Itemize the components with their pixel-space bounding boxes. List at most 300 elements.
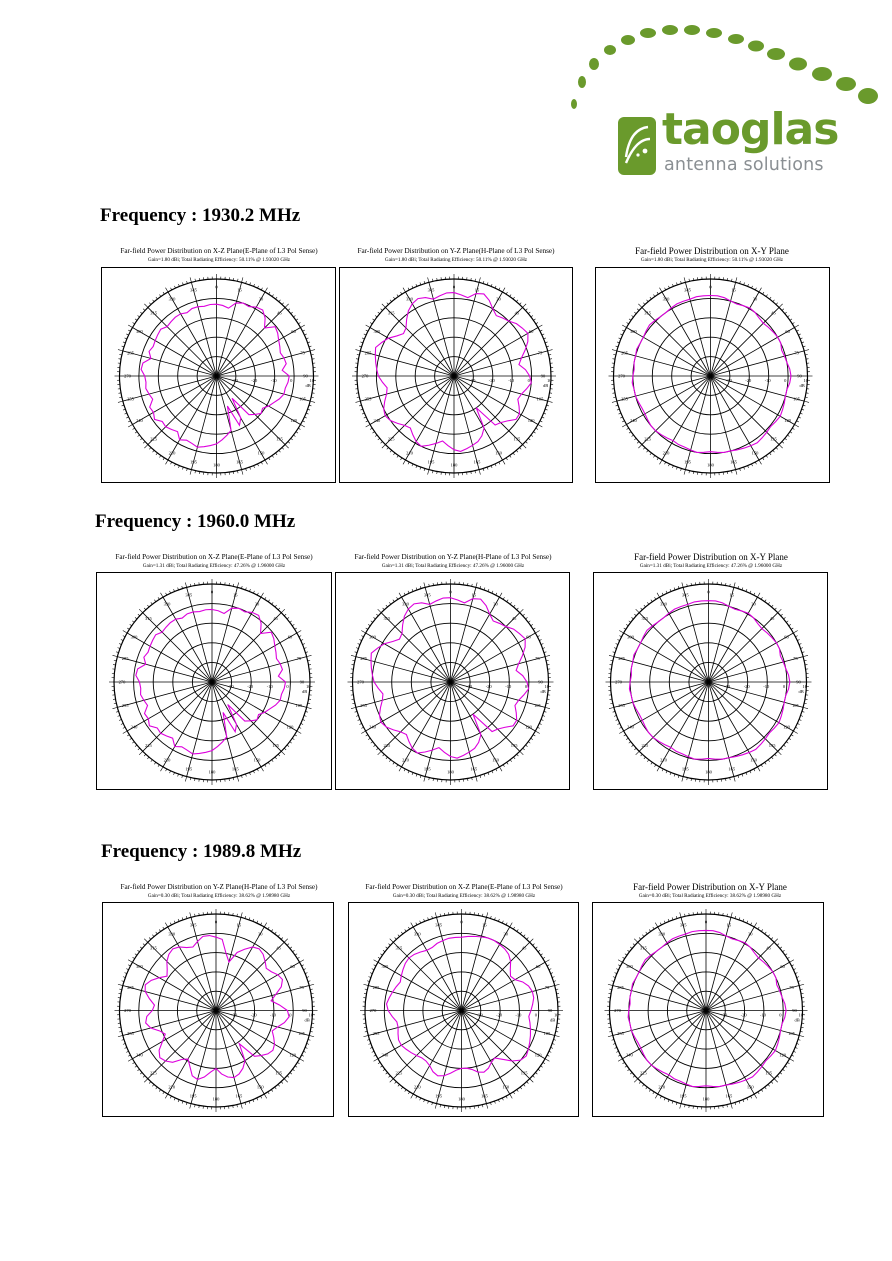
- angle-tick-label: 180: [208, 769, 216, 775]
- polar-tick: [634, 438, 636, 440]
- polar-spoke: [216, 1011, 300, 1059]
- polar-tick: [411, 1094, 414, 1098]
- radial-tick-label: 10: [308, 1012, 313, 1018]
- polar-spoke: [123, 351, 217, 376]
- polar-tick: [138, 435, 140, 437]
- polar-tick: [271, 1090, 272, 1092]
- polar-tick: [786, 742, 788, 744]
- polar-spoke: [683, 682, 708, 777]
- polar-tick: [634, 939, 638, 943]
- plot-subtitle: Gain=1.80 dBi; Total Radiating Efficiency: 50.11% @ 1.93020 GHz: [640, 257, 784, 263]
- polar-spoke: [368, 986, 461, 1011]
- angle-tick-label: 90: [538, 679, 543, 685]
- polar-tick: [241, 912, 242, 917]
- polar-tick: [513, 605, 515, 607]
- polar-spoke: [117, 657, 212, 682]
- angle-tick-label: 120: [525, 724, 532, 730]
- polar-tick: [526, 617, 528, 619]
- polar-tick: [138, 748, 140, 750]
- polar-tick: [287, 745, 289, 747]
- angle-tick-label: 255: [364, 396, 372, 402]
- plot-title: Far-field Power Distribution on X-Y Plane: [633, 882, 787, 892]
- polar-tick: [682, 777, 683, 782]
- angle-tick-label: 15: [482, 922, 487, 928]
- angle-tick-label: 180: [702, 1096, 710, 1102]
- angle-tick-label: 180: [705, 769, 712, 775]
- radial-tick-label: 0: [524, 684, 528, 689]
- polar-tick: [156, 1087, 158, 1089]
- radial-unit-label: dB: [543, 383, 549, 388]
- polar-tick: [297, 631, 301, 634]
- angle-tick-label: 45: [276, 945, 281, 951]
- polar-tick: [149, 303, 151, 305]
- polar-tick: [531, 624, 533, 625]
- angle-tick-label: 60: [784, 634, 789, 640]
- polar-tick: [265, 460, 268, 464]
- polar-spoke: [711, 376, 780, 445]
- radial-tick-label: -20: [251, 378, 258, 383]
- angle-tick-label: 270: [615, 679, 622, 685]
- polar-spoke: [642, 376, 711, 445]
- polar-spoke: [132, 328, 216, 377]
- angle-tick-label: 150: [253, 757, 261, 763]
- polar-tick: [378, 751, 382, 755]
- polar-spoke: [378, 1011, 462, 1059]
- polar-tick: [128, 425, 132, 428]
- polar-tick: [759, 460, 762, 464]
- polar-tick: [523, 304, 527, 308]
- polar-spoke: [393, 942, 461, 1010]
- polar-tick: [520, 303, 522, 305]
- polar-tick: [279, 450, 281, 452]
- polar-tick: [366, 735, 368, 736]
- polar-tick: [632, 745, 634, 747]
- polar-tick: [291, 438, 293, 440]
- polar-tick: [790, 432, 792, 433]
- polar-spoke: [406, 292, 455, 376]
- polar-spoke: [454, 282, 479, 376]
- brand-dot: [767, 48, 785, 60]
- polar-tick: [545, 655, 550, 656]
- polar-tick: [655, 597, 656, 599]
- polar-tick: [754, 1094, 757, 1098]
- polar-tick: [399, 593, 402, 597]
- angle-tick-label: 165: [231, 766, 239, 772]
- angle-tick-label: 15: [237, 287, 242, 293]
- angle-tick-label: 15: [726, 922, 732, 928]
- angle-tick-label: 300: [630, 329, 637, 334]
- polar-tick: [479, 277, 480, 282]
- polar-tick: [731, 912, 732, 917]
- angle-tick-label: 330: [413, 931, 421, 937]
- angle-tick-label: 165: [730, 459, 737, 465]
- polar-tick: [638, 304, 642, 308]
- radial-unit-label: dB: [798, 689, 804, 694]
- brand-name: taoglas: [662, 104, 839, 155]
- polar-tick: [140, 438, 142, 440]
- polar-spoke: [356, 679, 451, 707]
- radial-tick-label: 0: [782, 684, 786, 689]
- angle-tick-label: 210: [168, 1084, 176, 1090]
- angle-tick-label: 285: [621, 350, 628, 356]
- polar-tick: [530, 939, 534, 943]
- polar-tick: [761, 1090, 762, 1092]
- section-title-1: Frequency : 1930.2 MHz: [100, 205, 301, 226]
- angle-tick-label: 345: [681, 592, 689, 598]
- polar-tick: [395, 938, 397, 940]
- polar-tick: [657, 767, 660, 771]
- polar-tick: [166, 460, 169, 464]
- polar-spoke: [360, 351, 454, 376]
- polar-spoke: [454, 376, 538, 425]
- angle-tick-label: 150: [492, 757, 499, 763]
- polar-spoke: [451, 682, 520, 751]
- polar-spoke: [429, 282, 454, 376]
- polar-tick: [368, 624, 370, 625]
- polar-tick: [799, 984, 804, 985]
- angle-tick-label: 180: [458, 1096, 465, 1102]
- polar-tick: [804, 350, 809, 351]
- angle-tick-label: 150: [751, 450, 759, 456]
- angle-tick-label: 330: [406, 296, 413, 302]
- polar-tick: [190, 912, 191, 917]
- angle-tick-label: 330: [662, 296, 670, 302]
- angle-tick-label: 45: [273, 615, 278, 621]
- polar-spoke: [406, 376, 455, 460]
- angle-tick-label: 285: [127, 350, 134, 356]
- brand-dot: [621, 35, 635, 45]
- polar-spoke: [681, 1011, 706, 1104]
- angle-tick-label: 225: [144, 743, 152, 749]
- polar-tick: [397, 597, 398, 599]
- polar-spoke: [187, 587, 212, 682]
- angle-tick-label: 120: [534, 1052, 542, 1058]
- plot-title: Far-field Power Distribution on Y-Z Plane(H-Plane of L3 Pol Sense): [354, 553, 552, 561]
- polar-tick: [633, 1076, 635, 1078]
- polar-tick: [526, 309, 528, 311]
- polar-tick: [287, 944, 289, 946]
- polar-tick: [650, 453, 652, 455]
- brand-dot: [640, 28, 656, 38]
- polar-tick: [284, 748, 286, 750]
- polar-tick: [288, 442, 290, 444]
- angle-tick-label: 45: [514, 310, 520, 316]
- polar-tick: [276, 453, 278, 455]
- radial-tick-label: -20: [740, 1012, 747, 1018]
- polar-tick: [768, 1084, 770, 1086]
- polar-tick: [783, 1069, 785, 1071]
- polar-tick: [309, 1035, 314, 1036]
- polar-tick: [149, 448, 151, 450]
- radial-tick-label: 0: [289, 1012, 292, 1018]
- polar-tick: [649, 929, 650, 931]
- angle-tick-label: 315: [150, 945, 157, 951]
- polar-tick: [144, 1079, 148, 1083]
- polar-tick: [297, 731, 301, 734]
- polar-spoke: [662, 292, 711, 376]
- polar-tick: [486, 1104, 487, 1109]
- polar-tick: [555, 1035, 560, 1036]
- polar-tick: [803, 707, 808, 708]
- angle-tick-label: 30: [752, 296, 758, 302]
- polar-tick: [627, 323, 629, 324]
- polar-tick: [435, 1104, 436, 1109]
- polar-tick: [149, 938, 151, 940]
- polar-tick: [310, 401, 315, 402]
- polar-tick: [374, 745, 376, 747]
- polar-spoke: [462, 1011, 510, 1095]
- angle-tick-label: 30: [254, 601, 260, 607]
- polar-tick: [612, 350, 617, 351]
- angle-tick-label: 75: [300, 350, 305, 356]
- polar-spoke: [366, 682, 451, 731]
- polar-tick: [763, 292, 764, 294]
- polar-tick: [650, 297, 652, 299]
- polar-spoke: [212, 633, 297, 682]
- polar-spoke: [148, 376, 217, 445]
- polar-tick: [403, 288, 406, 292]
- polar-tick: [137, 1069, 139, 1071]
- polar-tick: [389, 760, 391, 762]
- plot-title: Far-field Power Distribution on Y-Z Plane(H-Plane of L3 Pol Sense): [120, 883, 318, 891]
- angle-tick-label: 60: [780, 963, 785, 969]
- polar-tick: [156, 932, 158, 934]
- polar-tick: [128, 325, 132, 328]
- polar-spoke: [148, 1011, 216, 1079]
- polar-spoke: [413, 1011, 461, 1095]
- radial-tick-label: 10: [554, 1012, 559, 1018]
- radial-tick-label: 10: [798, 1012, 803, 1018]
- polar-tick: [535, 731, 539, 734]
- polar-tick: [655, 1094, 658, 1098]
- polar-tick: [190, 470, 191, 475]
- polar-spoke: [454, 376, 479, 470]
- polar-tick: [149, 1082, 151, 1084]
- angle-tick-label: 315: [387, 310, 395, 316]
- polar-tick: [643, 448, 645, 450]
- angle-tick-label: 345: [185, 592, 193, 598]
- polar-tick: [533, 628, 535, 629]
- polar-tick: [503, 597, 504, 599]
- polar-tick: [684, 470, 685, 475]
- polar-tick: [132, 742, 134, 744]
- polar-tick: [520, 609, 524, 613]
- polar-spoke: [148, 307, 217, 376]
- polar-tick: [264, 923, 267, 927]
- angle-tick-label: 255: [617, 1030, 624, 1036]
- polar-tick: [778, 609, 782, 613]
- polar-tick: [161, 767, 164, 771]
- polar-tick: [784, 617, 786, 619]
- polar-tick: [139, 609, 143, 613]
- polar-tick: [763, 458, 764, 460]
- polar-tick: [612, 401, 617, 402]
- angle-tick-label: 240: [369, 724, 376, 730]
- polar-tick: [758, 927, 759, 929]
- polar-tick: [641, 608, 643, 610]
- polar-plot: [339, 267, 573, 483]
- angle-tick-label: 225: [150, 1070, 157, 1076]
- polar-tick: [272, 602, 274, 604]
- polar-tick: [355, 401, 360, 402]
- polar-tick: [398, 1084, 400, 1086]
- polar-tick: [128, 1059, 132, 1062]
- angle-tick-label: 30: [748, 931, 753, 937]
- angle-tick-label: 300: [136, 329, 143, 334]
- polar-tick: [789, 738, 791, 739]
- polar-spoke: [706, 917, 731, 1010]
- polar-spoke: [462, 1011, 546, 1059]
- polar-tick: [154, 600, 155, 602]
- polar-tick: [476, 583, 477, 588]
- polar-spoke: [624, 633, 709, 682]
- radial-tick-label: -10: [515, 1012, 522, 1018]
- radial-tick-label: 0: [290, 378, 293, 383]
- polar-spoke: [706, 1011, 790, 1059]
- polar-tick: [153, 300, 155, 302]
- polar-tick: [370, 323, 372, 324]
- angle-tick-label: 210: [163, 757, 171, 763]
- angle-tick-label: 30: [258, 931, 263, 937]
- radial-tick-label: 10: [306, 684, 311, 689]
- polar-tick: [375, 435, 377, 437]
- radial-tick-label: -30: [724, 684, 731, 689]
- polar-tick: [381, 442, 383, 444]
- brand-dot: [662, 25, 678, 35]
- polar-tick: [520, 751, 524, 755]
- polar-tick: [372, 319, 374, 320]
- polar-tick: [272, 294, 273, 296]
- polar-spoke: [617, 351, 711, 376]
- brand-tagline: antenna solutions: [664, 155, 824, 175]
- polar-tick: [630, 947, 632, 949]
- polar-tick: [153, 450, 155, 452]
- polar-tick: [787, 315, 789, 317]
- polar-tick: [545, 707, 550, 708]
- polar-tick: [278, 1084, 280, 1086]
- radial-tick-label: -10: [266, 684, 273, 689]
- polar-tick: [159, 929, 160, 931]
- polar-tick: [771, 757, 773, 759]
- angle-tick-label: 300: [130, 634, 138, 640]
- polar-tick: [506, 292, 507, 294]
- angle-tick-label: 30: [493, 601, 498, 607]
- brand-dot: [684, 25, 700, 35]
- polar-tick: [510, 760, 512, 762]
- polar-tick: [768, 602, 770, 604]
- brand-dot: [728, 34, 744, 44]
- polar-tick: [771, 605, 773, 607]
- polar-spoke: [658, 927, 706, 1011]
- polar-spoke: [212, 597, 261, 682]
- polar-tick: [476, 777, 477, 782]
- polar-spoke: [168, 376, 217, 460]
- polar-tick: [513, 1092, 514, 1094]
- polar-tick: [408, 927, 409, 929]
- polar-spoke: [454, 351, 548, 376]
- polar-tick: [383, 1069, 385, 1071]
- polar-tick: [513, 297, 515, 299]
- polar-tick: [523, 614, 525, 616]
- polar-tick: [278, 935, 280, 937]
- polar-tick: [295, 1066, 297, 1067]
- polar-tick: [165, 1094, 168, 1098]
- polar-tick: [143, 309, 145, 311]
- polar-tick: [765, 932, 767, 934]
- polar-tick: [804, 401, 809, 402]
- polar-tick: [761, 929, 762, 931]
- angle-tick-label: 120: [289, 1052, 297, 1058]
- angle-tick-label: 195: [190, 459, 197, 465]
- polar-tick: [777, 944, 779, 946]
- radial-tick-label: -30: [466, 684, 473, 689]
- angle-tick-label: 240: [625, 1052, 633, 1058]
- polar-tick: [520, 932, 522, 934]
- polar-tick: [123, 631, 127, 634]
- polar-tick: [535, 1073, 537, 1075]
- polar-tick: [527, 938, 529, 940]
- polar-tick: [378, 957, 380, 958]
- angle-tick-label: 150: [750, 757, 757, 763]
- polar-tick: [296, 319, 298, 320]
- angle-tick-label: 225: [640, 1070, 647, 1076]
- polar-tick: [296, 432, 298, 433]
- polar-tick: [398, 935, 400, 937]
- plot-title: Far-field Power Distribution on X-Z Plane(E-Plane of L3 Pol Sense): [120, 247, 318, 255]
- polar-tick: [371, 742, 373, 744]
- angle-tick-label: 105: [788, 1030, 795, 1036]
- polar-tick: [376, 748, 378, 750]
- polar-tick: [655, 765, 656, 767]
- polar-spoke: [454, 292, 503, 376]
- polar-tick: [626, 738, 628, 739]
- polar-tick: [545, 1059, 549, 1062]
- polar-tick: [781, 614, 783, 616]
- polar-spoke: [614, 679, 709, 707]
- angle-tick-label: 90: [796, 679, 801, 685]
- polar-tick: [543, 957, 545, 958]
- polar-tick: [278, 754, 280, 756]
- plot-subtitle: Gain=0.30 dBi; Total Radiating Efficiency: 38.62% @ 1.98980 GHz: [392, 893, 536, 899]
- polar-tick: [629, 621, 631, 623]
- polar-tick: [135, 954, 137, 955]
- angle-tick-label: 0: [210, 589, 214, 595]
- polar-spoke: [614, 657, 709, 682]
- polar-tick: [374, 1059, 378, 1062]
- polar-tick: [424, 583, 425, 588]
- polar-tick: [275, 605, 277, 607]
- angle-tick-label: 60: [290, 963, 295, 969]
- angle-tick-label: 180: [212, 1096, 220, 1102]
- angle-tick-label: 120: [784, 418, 791, 423]
- angle-tick-label: 285: [617, 985, 624, 991]
- polar-tick: [758, 767, 761, 771]
- polar-tick: [510, 294, 511, 296]
- angle-tick-label: 210: [662, 450, 670, 456]
- polar-tick: [190, 277, 191, 282]
- angle-tick-label: 150: [257, 450, 265, 456]
- polar-spoke: [709, 682, 778, 751]
- polar-tick: [526, 442, 528, 444]
- polar-spoke: [127, 633, 212, 682]
- polar-tick: [355, 350, 360, 351]
- angle-tick-label: 15: [236, 922, 242, 928]
- polar-tick: [776, 303, 778, 305]
- polar-tick: [653, 455, 654, 457]
- polar-tick: [500, 767, 503, 771]
- polar-spoke: [451, 613, 520, 682]
- angle-tick-label: 270: [124, 373, 131, 379]
